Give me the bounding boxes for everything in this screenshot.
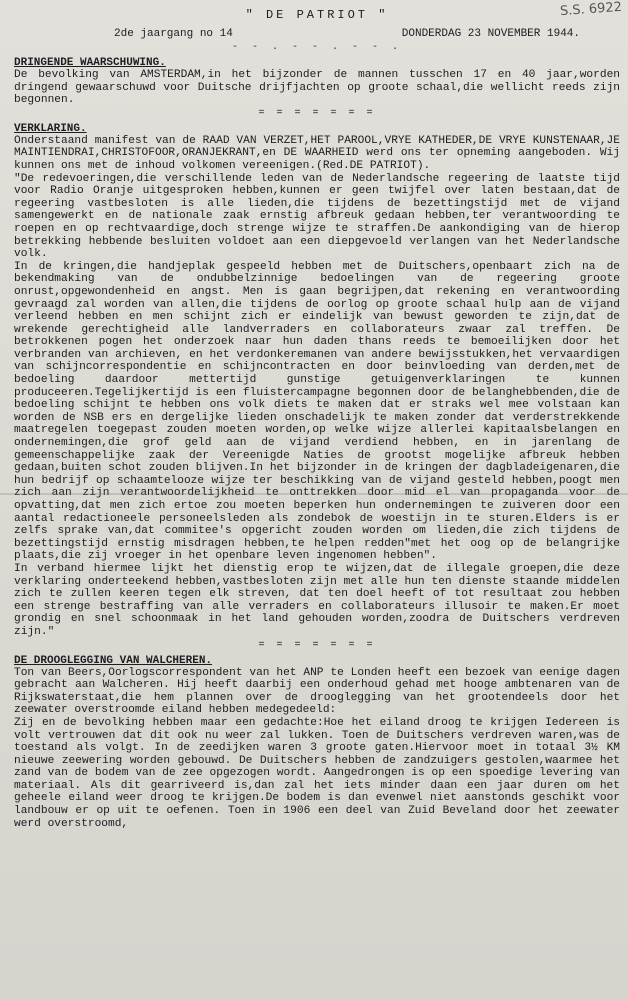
declaration-intro: Onderstaand manifest van de RAAD VAN VERZET,HET PAROOL,VRYE KATHEDER,DE VRYE KUNSTENAAR,JE MAINTIENDRAI,CHRISTOFOOR,ORANJEKRANT,en DE WAARHEID werd ons ter opneming aangeboden. Wij kunnen ons met de inhoud volkomen vereenigen.(Red.DE PATRIOT). — [14, 134, 620, 172]
drainage-paragraph: Ton van Beers,Oorlogscorrespondent van het ANP te Londen heeft een bezoek van eenige dagen gebracht aan Walcheren. Hij heeft daarbij een onderhoud gehad met hooge ambtenaren van de Rijkswaterstaat,die hem plannen over de drooglegging van het grootendeels door het zeewater overstroomde eiland hebben medegedeeld: — [14, 666, 620, 717]
paper-fold-line — [0, 493, 628, 495]
archive-stamp: S.S. 6922 — [559, 0, 623, 20]
issue-date: DONDERDAG 23 NOVEMBER 1944. — [401, 28, 580, 40]
section-divider: = = = = = = = — [258, 639, 376, 651]
drainage-heading: DE DROOGLEGGING VAN WALCHEREN. — [14, 654, 213, 667]
issue-number: 2de jaargang no 14 — [114, 28, 233, 40]
declaration-heading: VERKLARING. — [14, 122, 87, 135]
warning-heading: DRINGENDE WAARSCHUWING. — [14, 57, 166, 69]
newspaper-title: " DE PATRIOT " — [245, 8, 389, 22]
warning-text: De bevolking van AMSTERDAM,in het bijzonder de mannen tusschen 17 en 40 jaar,worden dringend gewaarschuwd voor Duitsche drijfjachten op groote schaal,die wellicht reeds zijn begonnen. — [14, 69, 620, 107]
declaration-paragraph: In verband hiermee lijkt het dienstig erop te wijzen,dat de illegale groepen,die deze verklaring onderteekend hebben,vastbesloten zijn met alle hun ten dienste staande middelen zich te zullen keeren tegen elk streven, dat ten doel heeft of tot resultaat zou hebben een strenge bestraffing van alle verraders en collaborateurs illusoir te maken.Er moet grondig en snel schoonmaak in het land gehouden worden,zoodra de Duitschers verdreven zijn." — [14, 562, 620, 638]
declaration-paragraph: In de kringen,die handjeplak gespeeld hebben met de Duitschers,openbaart zich na de bekendmaking van de ondubbelzinnige bedoelingen van de regeering groote onrust,opgewondenheid en angst. Men is gaan begrijpen,dat rekening en verantwoording gevraagd zal worden van allen,die tijdens de oorlog op groote schaal hulp aan de vijand verleend hebben en men schijnt zich er eindelijk van bewust geworden te zijn,dat de wrekende gerechtigheid alle landverraders en collaborateurs zwaar zal treffen. De betrokkenen pogen het onderzoek naar hun daden thans reeds te bemoeilijken door het verbranden van archieven, en het verdonkeremanen van andere bewijsstukken,het vervaardigen van schijncorrespondentie en schijncontracten en door beinvloeding van derden,met de bedoeling daardoor mettertijd gunstige getuigenverklaringen te kunnen produceeren.Tegelijkertijd is een fluistercampagne begonnen door de belanghebbenden,die de bedoeling schijnt te hebben ons volk diets te maken dat er straks wel mee volstaan kan worden de NSB ers en dergelijke lieden onschadelijk te maken zonder dat verderstrekkende maatregelen toegepast zouden moeten worden,op welke wijze allerlei kapitaalsbelangen en ondernemingen,die grof geld aan de vijand verdiend hebben, en in jarenlang de gemeenschappelijke zaak der Vereenigde Naties de grootst mogelijke afbreuk hebben gedaan,buiten schot zouden blijven.In het bijzonder in de kringen der dagbladeigenaren,die hun bedrijf op schaamtelooze wijze ter beschikking van de vijand gesteld hebben,poogt men zich aan zijn verantwoordelijkheid te onttrekken door mid el van propaganda voor de opvatting,dat men zich ertoe zou moeten beperken hun ondernemingen te zuiveren door een aantal redactioneele personeelsleden als zondebok de woestijn in te sturen.Elders is er zelfs sprake van,dat commitee's opgericht zouden worden om lieden,die zich tijdens de bezettingstijd ernstig misdragen hebben,te helpen redden"met het oog op de belangrijke plaats,die zij vroeger in het openbare leven ingenomen hebben". — [14, 260, 620, 563]
issue-line — [14, 28, 620, 40]
title-separator: - - . - - . - - . — [231, 42, 403, 53]
section-divider: = = = = = = = — [258, 107, 376, 119]
drainage-paragraph: Zij en de bevolking hebben maar een gedachte:Hoe het eiland droog te krijgen Iedereen is volt vertrouwen dat dit ook nu weer zal lukken. Toen de Duitschers verdreven waren,was de toestand als volgt. In de zeedijken waren 3 groote gaten.Hiervoor moet in totaal 3½ KM nieuwe zeewering worden gebouwd. De Duitschers hebben de zandzuigers gestolen,waarmee het zand van de bodem van de zee opgezogen wordt. Aangedrongen is op een spoedige levering van materiaal. Als dit gearriveerd is,dan zal het iets minder daan een jaar duren om het geheele eiland weer droog te krijgen.De bodem is dan evenwel niet aanstonds geschikt voor landbouw er op uit te oefenen. Toen in 1906 een deel van Zuid Beveland door het zeewater werd overstroomd, — [14, 716, 620, 830]
declaration-paragraph: "De redevoeringen,die verschillende leden van de Nederlandsche regeering de laatste tijd voor Radio Oranje uitgesproken hebben,kunnen er geen twijfel over laten bestaan,dat de regeering vastbesloten is alle lieden,die tijdens de bezettingstijd met de vijand samengewerkt en de nationale zaak ernstig afbreuk gedaan hebben,ter verantwoording te roepen en op rechtvaardige,doch strenge wijze te straffen.De aankondiging van de hierop betrekking hebbende besluiten voldoet aan een diepgevoeld verlangen van het Nederlandsche volk. — [14, 172, 620, 261]
